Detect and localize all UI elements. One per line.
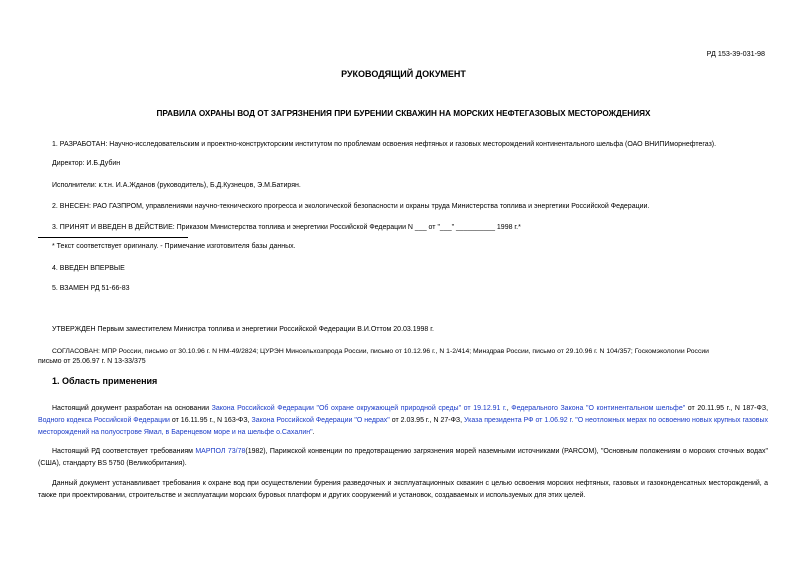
executors: Исполнители: к.т.н. И.А.Жданов (руководитель), Б.Д.Кузнецов, Э.М.Батирян. <box>52 182 301 189</box>
paragraph-text: , <box>506 405 512 412</box>
developed-by: 1. РАЗРАБОТАН: Научно-исследовательским и проектно-конструкторским институтом по проблемам освоения нефтяных и газовых месторождений континентального шельфа (ОАО ВНИПИморнефтегаз). <box>52 141 717 148</box>
replaces: 5. ВЗАМЕН РД 51-66-83 <box>52 285 130 292</box>
paragraph-basis <box>38 403 768 439</box>
section-title: 1. Область применения <box>52 376 158 386</box>
adopted: 3. ПРИНЯТ И ВВЕДЕН В ДЕЙСТВИЕ: Приказом Министерства топлива и энергетики Российской Федерации N ___ от "___" __________ 1998 г.* <box>52 224 521 231</box>
footnote-rule <box>38 237 188 238</box>
law-environment-link[interactable]: Закона Российской Федерации "Об охране окружающей природной среды" от 19.12.91 г. <box>211 405 507 412</box>
paragraph-text: (1982), Парижской конвенции по предотвращению загрязнения морей наземными источниками (PARCOM), "Основным положениям о морских сточных водах" (США), стандарту BS 5750 (Великобритания). <box>38 448 768 467</box>
footnote: * Текст соответствует оригиналу. - Примечание изготовителя базы данных. <box>52 243 296 250</box>
agreed-line-2: письмо от 25.06.97 г. N 13-33/375 <box>38 358 146 365</box>
introduced-first: 4. ВВЕДЕН ВПЕРВЫЕ <box>52 265 125 272</box>
director: Директор: И.Б.Дубин <box>52 160 121 167</box>
water-code-link[interactable]: Водного кодекса Российской Федерации <box>38 417 170 424</box>
presidential-decree-link[interactable]: Указа президента РФ от 1.06.92 г. "О неотложных мерах по освоению новых крупных газовых месторождений на полуострове Ямал, в Баренцевом море и на шельфе о.Сахалин" <box>38 417 768 436</box>
law-subsoil-link[interactable]: Закона Российской Федерации "О недрах" <box>251 417 390 424</box>
paragraph-scope: Данный документ устанавливает требования к охране вод при осуществлении бурения разведочных и эксплуатационных скважин с целью освоения морских нефтяных, газовых и газоконденсатных месторождений, а также при проектировании, строительстве и эксплуатации морских буровых платформ и других сооружений и установок, создаваемых и используемых для этих целей. <box>38 480 768 499</box>
introduced-by: 2. ВНЕСЕН: РАО ГАЗПРОМ, управлениями научно-технического прогресса и экологической безопасности и охраны труда Министерства топлива и энергетики Российской Федерации. <box>52 203 650 210</box>
document-title: ПРАВИЛА ОХРАНЫ ВОД ОТ ЗАГРЯЗНЕНИЯ ПРИ БУРЕНИИ СКВАЖИН НА МОРСКИХ НЕФТЕГАЗОВЫХ МЕСТОРОЖДЕНИЯХ <box>156 109 651 118</box>
document-heading: РУКОВОДЯЩИЙ ДОКУМЕНТ <box>341 69 466 79</box>
paragraph-text: от 2.03.95 г., N 27-ФЗ, <box>389 417 465 424</box>
paragraph-text: от 16.11.95 г., N 163-ФЗ, <box>169 417 252 424</box>
law-shelf-link[interactable]: Федерального Закона "О континентальном шельфе" <box>511 405 686 412</box>
paragraph-text: Настоящий документ разработан на основании <box>52 405 212 412</box>
document-code: РД 153-39-031-98 <box>706 49 765 58</box>
approved: УТВЕРЖДЕН Первым заместителем Министра топлива и энергетики Российской Федерации В.И.Оттом 20.03.1998 г. <box>52 326 434 333</box>
paragraph-text: . <box>312 429 315 436</box>
marpol-link[interactable]: МАРПОЛ 73/78 <box>195 448 246 455</box>
paragraph-text: от 20.11.95 г., N 187-ФЗ, <box>685 405 769 412</box>
paragraph-text: Настоящий РД соответствует требованиям <box>52 448 196 455</box>
agreed-line-1: СОГЛАСОВАН: МПР России, письмо от 30.10.96 г. N НМ-49/2824; ЦУРЭН Минсельхозпрода России, письмо от 10.12.96 г., N 1-2/414; Минздрав России, письмо от 29.10.96 г. N 104/357; Госкомэкологии России <box>52 348 709 355</box>
paragraph-compliance <box>38 446 768 470</box>
